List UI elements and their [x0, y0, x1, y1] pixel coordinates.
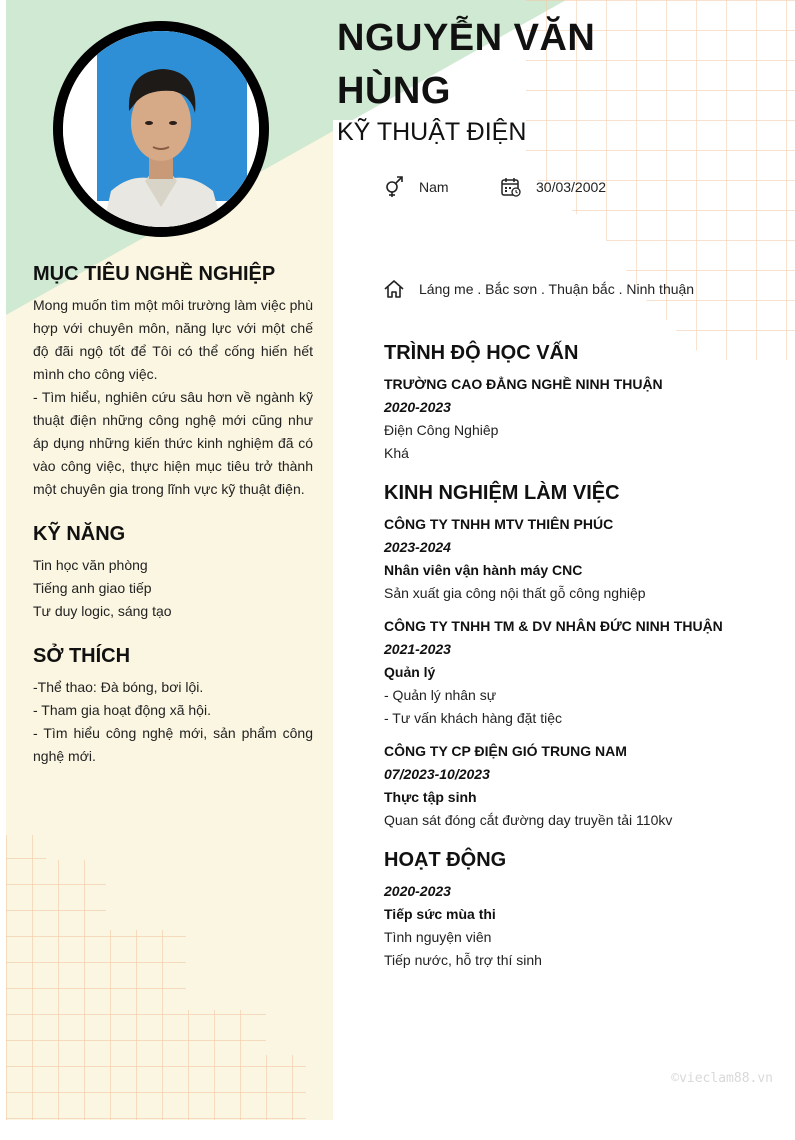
watermark: ©vieclam88.vn [671, 1071, 773, 1086]
candidate-name: NGUYỄN VĂN HÙNG [337, 17, 596, 112]
activity-name: Tiếp sức mùa thi [384, 906, 496, 922]
activity-detail: Tiếp nước, hỗ trợ thí sinh [384, 952, 542, 968]
activities-title: HOẠT ĐỘNG [384, 849, 507, 871]
skills-list [33, 554, 313, 623]
job-period: 2021-2023 [384, 641, 451, 657]
skill-item: Tư duy logic, sáng tạo [33, 603, 172, 619]
skill-item: Tiếng anh giao tiếp [33, 580, 152, 596]
job-period: 2023-2024 [384, 539, 451, 555]
hobbies-title: SỞ THÍCH [33, 645, 131, 667]
education-period: 2020-2023 [384, 399, 451, 415]
address-info [383, 278, 694, 300]
activity-role: Tình nguyện viên [384, 929, 492, 945]
hobby-item: - Tham gia hoạt động xã hội. [33, 702, 211, 718]
company-name: CÔNG TY TNHH TM & DV NHÂN ĐỨC NINH THUẬN [384, 618, 723, 634]
gender-value: Nam [419, 179, 449, 195]
objective-paragraph-1: Mong muốn tìm một môi trường làm việc phù hợp với chuyên môn, năng lực với một chế độ đãi ngộ tốt để Tôi có thể cống hiến hết mình cho công việc. [33, 297, 313, 382]
job-detail: - Tư vấn khách hàng đặt tiệc [384, 710, 562, 726]
job-role: Nhân viên vận hành máy CNC [384, 562, 583, 578]
skills-title: KỸ NĂNG [33, 523, 126, 545]
education-grade: Khá [384, 445, 409, 461]
calendar-icon [500, 176, 522, 198]
education-major: Điện Công Nghiêp [384, 422, 499, 438]
experience-entry [384, 740, 784, 832]
avatar [53, 21, 269, 237]
address-value: Láng me . Bắc sơn . Thuận bắc . Ninh thuận [419, 281, 695, 297]
job-period: 07/2023-10/2023 [384, 766, 490, 782]
job-title: KỸ THUẬT ĐIỆN [337, 118, 527, 146]
birthday-info [500, 176, 606, 198]
job-role: Thực tập sinh [384, 789, 477, 805]
objective-paragraph-2: - Tìm hiểu, nghiên cứu sâu hơn về ngành kỹ thuật điện những công nghệ mới cũng như áp dụng những kiến thức kinh nghiệm đã có vào công việc, thực hiện mục tiêu trở thành một chuyên gia trong lĩnh vực kỹ thuật điện. [33, 389, 313, 497]
activity-period: 2020-2023 [384, 883, 451, 899]
hobby-item: - Tìm hiểu công nghệ mới, sản phẩm công nghệ mới. [33, 725, 313, 764]
birthday-value: 30/03/2002 [536, 179, 607, 195]
company-name: CÔNG TY TNHH MTV THIÊN PHÚC [384, 516, 614, 532]
experience-title: KINH NGHIỆM LÀM VIỆC [384, 482, 620, 504]
experience-entry [384, 615, 784, 730]
education-title: TRÌNH ĐỘ HỌC VẤN [384, 342, 579, 364]
skill-item: Tin học văn phòng [33, 557, 148, 573]
avatar-photo [63, 31, 259, 227]
job-detail: - Quản lý nhân sự [384, 687, 497, 703]
hobbies-list [33, 676, 313, 768]
gender-info [383, 176, 449, 198]
home-icon [383, 278, 405, 300]
objective-title: MỤC TIÊU NGHỀ NGHIỆP [33, 263, 276, 285]
cv-page [6, 0, 795, 1120]
objective-text [33, 294, 313, 501]
hobby-item: -Thể thao: Đà bóng, bơi lội. [33, 679, 204, 695]
school-name: TRƯỜNG CAO ĐẲNG NGHỀ NINH THUẬN [384, 376, 663, 392]
experience-entry [384, 513, 784, 605]
activity-entry [384, 880, 784, 972]
company-name: CÔNG TY CP ĐIỆN GIÓ TRUNG NAM [384, 743, 627, 759]
job-role: Quản lý [384, 664, 436, 680]
education-entry [384, 373, 784, 465]
job-detail: Quan sát đóng cắt đường day truyền tải 110kv [384, 812, 673, 828]
gender-icon [383, 176, 405, 198]
job-detail: Sản xuất gia công nội thất gỗ công nghiệp [384, 585, 646, 601]
